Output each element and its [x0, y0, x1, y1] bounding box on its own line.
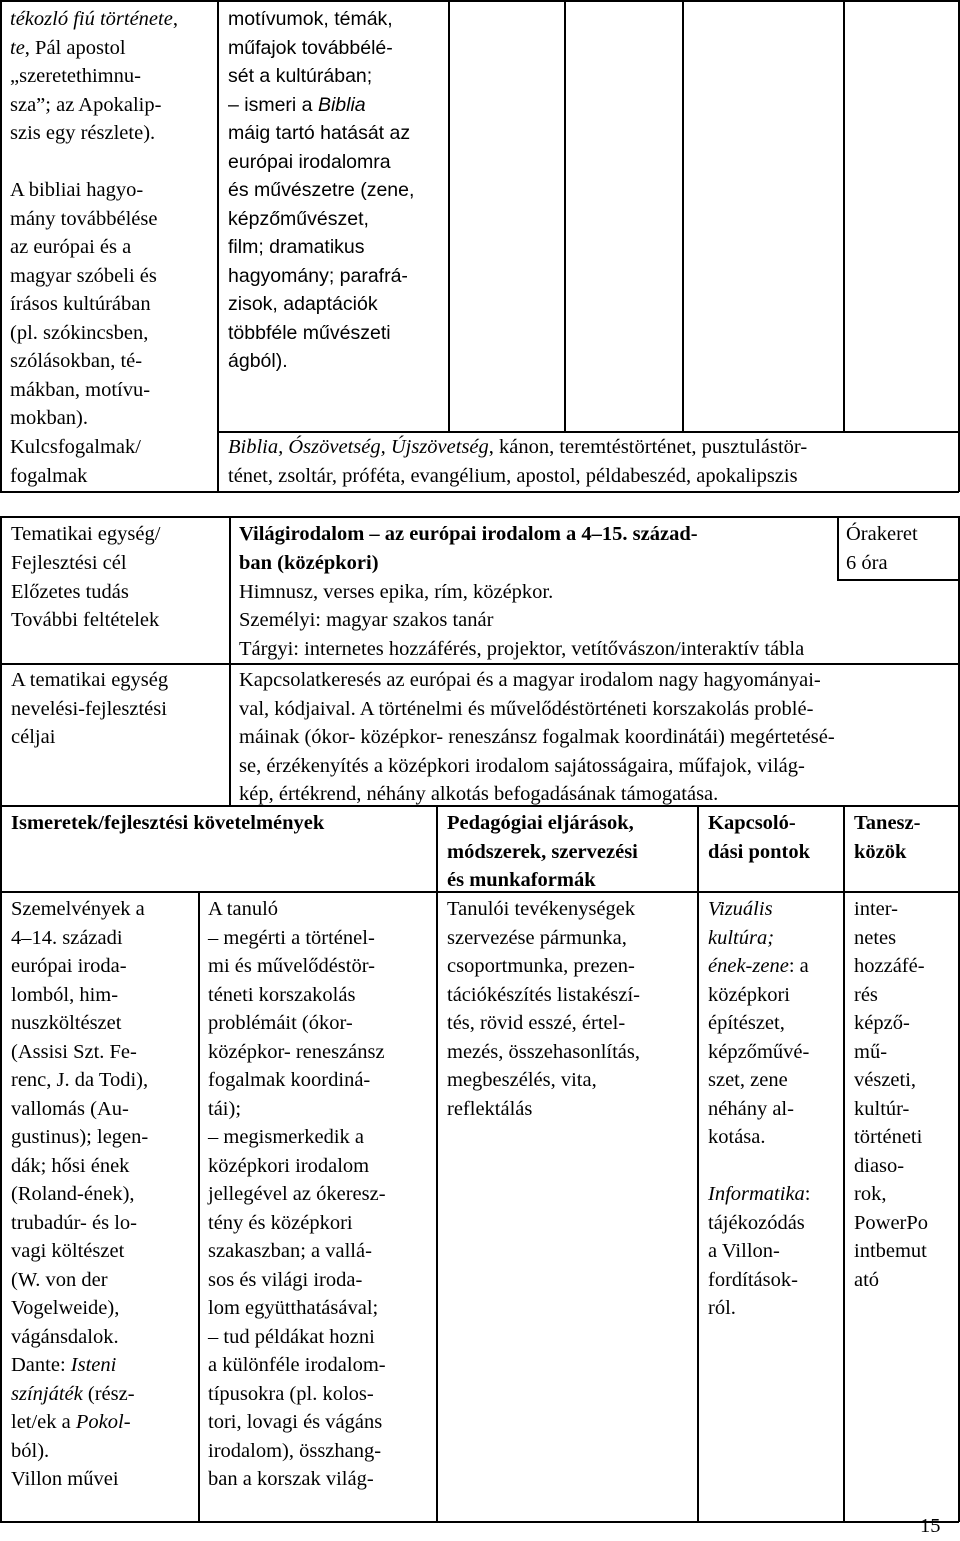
text-line: irodalom), összhang-	[208, 1439, 382, 1462]
text-line	[708, 895, 811, 924]
text-line: reflektálás	[447, 1097, 533, 1120]
text-line	[708, 1237, 811, 1266]
text-run: (Roland-ének),	[11, 1183, 135, 1205]
text-line	[11, 924, 148, 953]
text-run: néhány al-	[708, 1097, 794, 1120]
text-run: írásos kultúrában	[10, 293, 151, 315]
kulcsfogalmak-label: Kulcsfogalmak/ fogalmak	[10, 436, 141, 487]
tematikai-egyseg-value: Világirodalom – az európai irodalom a 4–15. század- ban (középkori)	[239, 523, 698, 574]
text-line	[10, 176, 178, 205]
text-line: ató	[854, 1268, 880, 1291]
text-line: problémáit (ókor-	[208, 1012, 353, 1034]
text-run: tájékozódás	[708, 1211, 805, 1234]
text-line	[228, 148, 414, 177]
text-run: lomból, him-	[11, 983, 119, 1006]
italic-run: színjáték	[11, 1382, 83, 1405]
text-run: európai irodalomra	[228, 150, 391, 173]
text-line: lom együtthatásával;	[208, 1297, 379, 1319]
text-line: középkori irodalom	[208, 1154, 370, 1177]
text-line	[11, 1465, 148, 1494]
text-line	[11, 1095, 148, 1124]
text-line	[708, 1038, 811, 1067]
text-line	[708, 1294, 811, 1323]
text-line: netes	[854, 926, 897, 949]
text-line: mezés, összehasonlítás,	[447, 1040, 640, 1063]
text-run: Szemelvények a	[11, 898, 145, 920]
text-line	[11, 1294, 148, 1323]
text-line	[228, 347, 414, 376]
text-run: az európai és a	[10, 236, 132, 258]
text-line	[228, 34, 414, 63]
text-run: ,	[172, 8, 178, 30]
text-run: film; dramatikus	[228, 236, 365, 258]
text-run: A bibliai hagyo-	[10, 179, 144, 201]
text-line	[11, 1066, 148, 1095]
text-run: Dante:	[11, 1354, 71, 1376]
text-line: hozzáfé-	[854, 955, 925, 977]
text-run: gustinus); legen-	[11, 1126, 149, 1148]
text-run: európai iroda-	[11, 955, 127, 977]
text-line	[10, 34, 178, 63]
text-line	[228, 319, 414, 348]
text-run: építészet,	[708, 1012, 785, 1034]
text-line: inter-	[854, 898, 898, 920]
text-line	[228, 262, 414, 291]
text-line	[11, 1380, 148, 1409]
text-line	[10, 205, 178, 234]
text-line: középkor- reneszánsz	[208, 1040, 385, 1063]
text-run: -	[123, 1411, 131, 1433]
text-run: „szeretethimnu-	[10, 65, 141, 87]
italic-run: tékozló fiú története	[10, 8, 173, 30]
text-line: fogalmak koordiná-	[208, 1069, 371, 1091]
italic-run: Biblia	[317, 93, 366, 116]
text-run: mány továbbélése	[10, 207, 158, 230]
celjai-value: Kapcsolatkeresés az európai és a magyar irodalom nagy hagyományai- val, kódjaival. A történelmi és művelődéstörténeti korszakolás problé- máinak (ókor- középkor- reneszánsz fogalmak koordinátái) megértetésé- se, érzékenyítés a középkori irodalom sajátosságaira, műfajok, világ- kép, értékrend, néhány alkotás befogadásának támogatása.	[239, 669, 835, 805]
text-line: képző-	[854, 1012, 910, 1034]
text-run: kotása.	[708, 1126, 766, 1148]
text-line: rés	[854, 983, 878, 1006]
text-line: téneti korszakolás	[208, 983, 356, 1006]
text-line	[228, 5, 414, 34]
text-line	[10, 262, 178, 291]
text-line	[11, 1437, 148, 1466]
text-line	[708, 952, 811, 981]
kapcsolodasi-column-header: Kapcsoló- dási pontok	[708, 812, 810, 863]
text-line	[708, 924, 811, 953]
text-run: renc, J. da Todi),	[11, 1069, 149, 1091]
page-number: 15	[920, 1515, 941, 1537]
elozetes-tudas-label: Előzetes tudás	[11, 581, 129, 603]
text-run: ból).	[11, 1439, 50, 1462]
text-run: (Assisi Szt. Fe-	[11, 1040, 137, 1063]
text-line: tény és középkori	[208, 1211, 353, 1234]
taneszkozok-text	[854, 895, 928, 1294]
text-line	[228, 91, 414, 120]
text-line	[708, 1180, 811, 1209]
text-run: Villon művei	[11, 1468, 119, 1490]
text-line	[10, 290, 178, 319]
italic-run: kultúra;	[708, 926, 775, 949]
text-line	[228, 119, 414, 148]
text-run: hagyomány; parafrá-	[228, 264, 408, 287]
tematikai-egyseg-label: Tematikai egység/ Fejlesztési cél	[11, 523, 161, 574]
text-line	[10, 5, 178, 34]
text-run: vallomás (Au-	[11, 1097, 129, 1120]
text-run: – ismeri a	[228, 93, 318, 116]
text-line	[10, 148, 178, 177]
text-line: kultúr-	[854, 1097, 910, 1120]
text-line: mi és művelődéstör-	[208, 955, 375, 977]
text-line	[228, 205, 414, 234]
text-line: vészeti,	[854, 1069, 917, 1091]
text-run: sét a kultúrában;	[228, 65, 373, 87]
text-run: magyar szóbeli és	[10, 264, 157, 287]
text-line	[11, 1180, 148, 1209]
text-line	[228, 433, 807, 462]
text-line	[708, 1095, 811, 1124]
text-run: (pl. szókincsben,	[10, 321, 149, 344]
text-line	[11, 952, 148, 981]
text-line: rok,	[854, 1183, 887, 1205]
text-run: motívumok, témák,	[228, 8, 393, 30]
text-run: a Villon-	[708, 1240, 780, 1262]
text-run: szet, zene	[708, 1069, 788, 1091]
text-line: történeti	[854, 1126, 923, 1148]
text-run: mákban, motívu-	[10, 378, 151, 401]
text-line	[10, 119, 178, 148]
text-line: diaso-	[854, 1154, 905, 1177]
italic-run: Isteni	[70, 1354, 117, 1376]
text-line	[11, 1009, 148, 1038]
szemelvenyek-text	[11, 895, 148, 1494]
text-run: let/ek a	[11, 1411, 76, 1433]
text-line	[228, 176, 414, 205]
text-line: tés, rövid esszé, értel-	[447, 1012, 626, 1034]
text-run: (W. von der	[11, 1268, 108, 1291]
kapcsolodasi-pontok-text	[708, 895, 811, 1323]
orakeret: Órakeret 6 óra	[846, 523, 918, 574]
taneszkozok-column-header: Tanesz- közök	[854, 812, 921, 863]
text-line	[228, 462, 807, 491]
text-run: sza”; az Apokalip-	[10, 93, 162, 116]
text-run: Vogelweide),	[11, 1297, 120, 1319]
text-line: ban a korszak világ-	[208, 1468, 374, 1490]
text-line	[10, 347, 178, 376]
text-line: jellegével az ókeresz-	[208, 1183, 386, 1205]
text-line	[10, 91, 178, 120]
text-line	[11, 1323, 148, 1352]
text-line: megbeszélés, vita,	[447, 1069, 597, 1091]
text-line	[11, 1123, 148, 1152]
tovabbi-feltetelek-label: További feltételek	[11, 609, 160, 631]
kulcsfogalmak-text	[228, 433, 807, 490]
text-line: mű-	[854, 1040, 888, 1063]
tovabbi-feltetelek-value: Személyi: magyar szakos tanár Tárgyi: internetes hozzáférés, projektor, vetítővászon/interaktív tábla	[239, 609, 805, 660]
text-line	[11, 1152, 148, 1181]
text-run: nuszköltészet	[11, 1012, 122, 1034]
celjai-label: A tematikai egység nevelési-fejlesztési céljai	[11, 669, 169, 748]
text-run: műfajok továbbélé-	[228, 36, 393, 59]
elozetes-tudas-value: Himnusz, verses epika, rím, középkor.	[239, 581, 554, 603]
text-run: vágánsdalok.	[11, 1325, 119, 1348]
text-run: trubadúr- és lo-	[11, 1211, 137, 1234]
text-run: 4–14. századi	[11, 926, 123, 949]
text-line	[708, 1066, 811, 1095]
text-line	[10, 376, 178, 405]
text-run: dák; hősi ének	[11, 1154, 130, 1177]
text-line: – tud példákat hozni	[208, 1325, 375, 1348]
pedagogiai-column-header: Pedagógiai eljárások, módszerek, szervezési és munkaformák	[447, 812, 638, 891]
text-line	[708, 1266, 811, 1295]
text-run: ról.	[708, 1297, 736, 1319]
text-run: , kánon, teremtéstörténet, pusztulástör-	[488, 436, 808, 458]
text-line	[708, 981, 811, 1010]
text-line	[228, 290, 414, 319]
text-line	[10, 319, 178, 348]
italic-run: Vizuális	[708, 898, 773, 920]
tanuloi-tevekenysegek-text	[447, 895, 640, 1123]
text-run: vagi költészet	[11, 1240, 125, 1262]
text-run: fordítások-	[708, 1268, 798, 1291]
text-line: tori, lovagi és vágáns	[208, 1411, 383, 1433]
text-line	[11, 1408, 148, 1437]
text-line: Tanulói tevékenységek	[447, 898, 636, 920]
text-line: tái);	[208, 1097, 242, 1120]
text-line	[11, 1266, 148, 1295]
text-line	[708, 1209, 811, 1238]
italic-run: Pokol	[75, 1411, 124, 1433]
italic-run: Biblia, Ószövetség, Újszövetség	[228, 436, 489, 458]
text-run: többféle művészeti	[228, 321, 391, 344]
text-run: mokban).	[10, 407, 88, 429]
text-line	[10, 404, 178, 433]
biblia-influence-text	[228, 5, 414, 376]
italic-run: ének-zene	[708, 955, 789, 977]
text-line: intbemut	[854, 1240, 927, 1262]
text-run: ágból).	[228, 350, 288, 372]
text-line	[228, 233, 414, 262]
text-run: szólásokban, té-	[10, 350, 143, 372]
text-run: képzőművészet,	[228, 207, 369, 230]
text-line	[228, 62, 414, 91]
text-line	[11, 895, 148, 924]
text-run: máig tartó hatását az	[228, 122, 411, 144]
text-line	[10, 233, 178, 262]
text-line: sos és világi iroda-	[208, 1268, 363, 1291]
text-run: : a	[788, 955, 809, 977]
tanulo-requirements-text	[208, 895, 386, 1494]
text-line	[11, 1351, 148, 1380]
text-line: PowerPo	[854, 1211, 929, 1234]
text-run: ténet, zsoltár, próféta, evangélium, apostol, példabeszéd, apokalipszis	[228, 464, 798, 487]
text-line	[10, 62, 178, 91]
text-line: A tanuló	[208, 898, 279, 920]
text-line	[708, 1152, 811, 1181]
text-run: és művészetre (zene,	[228, 179, 415, 201]
text-run: (rész-	[82, 1382, 135, 1405]
text-line: a különféle irodalom-	[208, 1354, 386, 1376]
text-line	[11, 1209, 148, 1238]
text-line: szakaszban; a vallá-	[208, 1240, 372, 1262]
italic-run: Informatika	[708, 1183, 805, 1205]
text-line: típusokra (pl. kolos-	[208, 1382, 374, 1405]
text-run: zisok, adaptációk	[228, 293, 378, 315]
ismeretek-column-header: Ismeretek/fejlesztési követelmények	[11, 812, 325, 834]
text-line	[11, 1237, 148, 1266]
text-line: – megismerkedik a	[208, 1126, 364, 1148]
text-run: képzőművé-	[708, 1040, 810, 1063]
text-line: tációkészítés listakészí-	[447, 983, 640, 1006]
text-line	[11, 981, 148, 1010]
text-line	[708, 1009, 811, 1038]
text-run: , Pál apostol	[24, 36, 126, 59]
text-run: szis egy részlete).	[10, 122, 156, 144]
biblical-tradition-text	[10, 5, 178, 433]
text-line: csoportmunka, prezen-	[447, 955, 635, 977]
italic-run: te	[10, 36, 25, 59]
text-line: szervezése pármunka,	[447, 926, 627, 949]
text-line	[11, 1038, 148, 1067]
text-line: – megérti a történel-	[208, 926, 375, 949]
text-line	[708, 1123, 811, 1152]
text-run: :	[804, 1183, 811, 1205]
text-run: középkori	[708, 983, 790, 1006]
